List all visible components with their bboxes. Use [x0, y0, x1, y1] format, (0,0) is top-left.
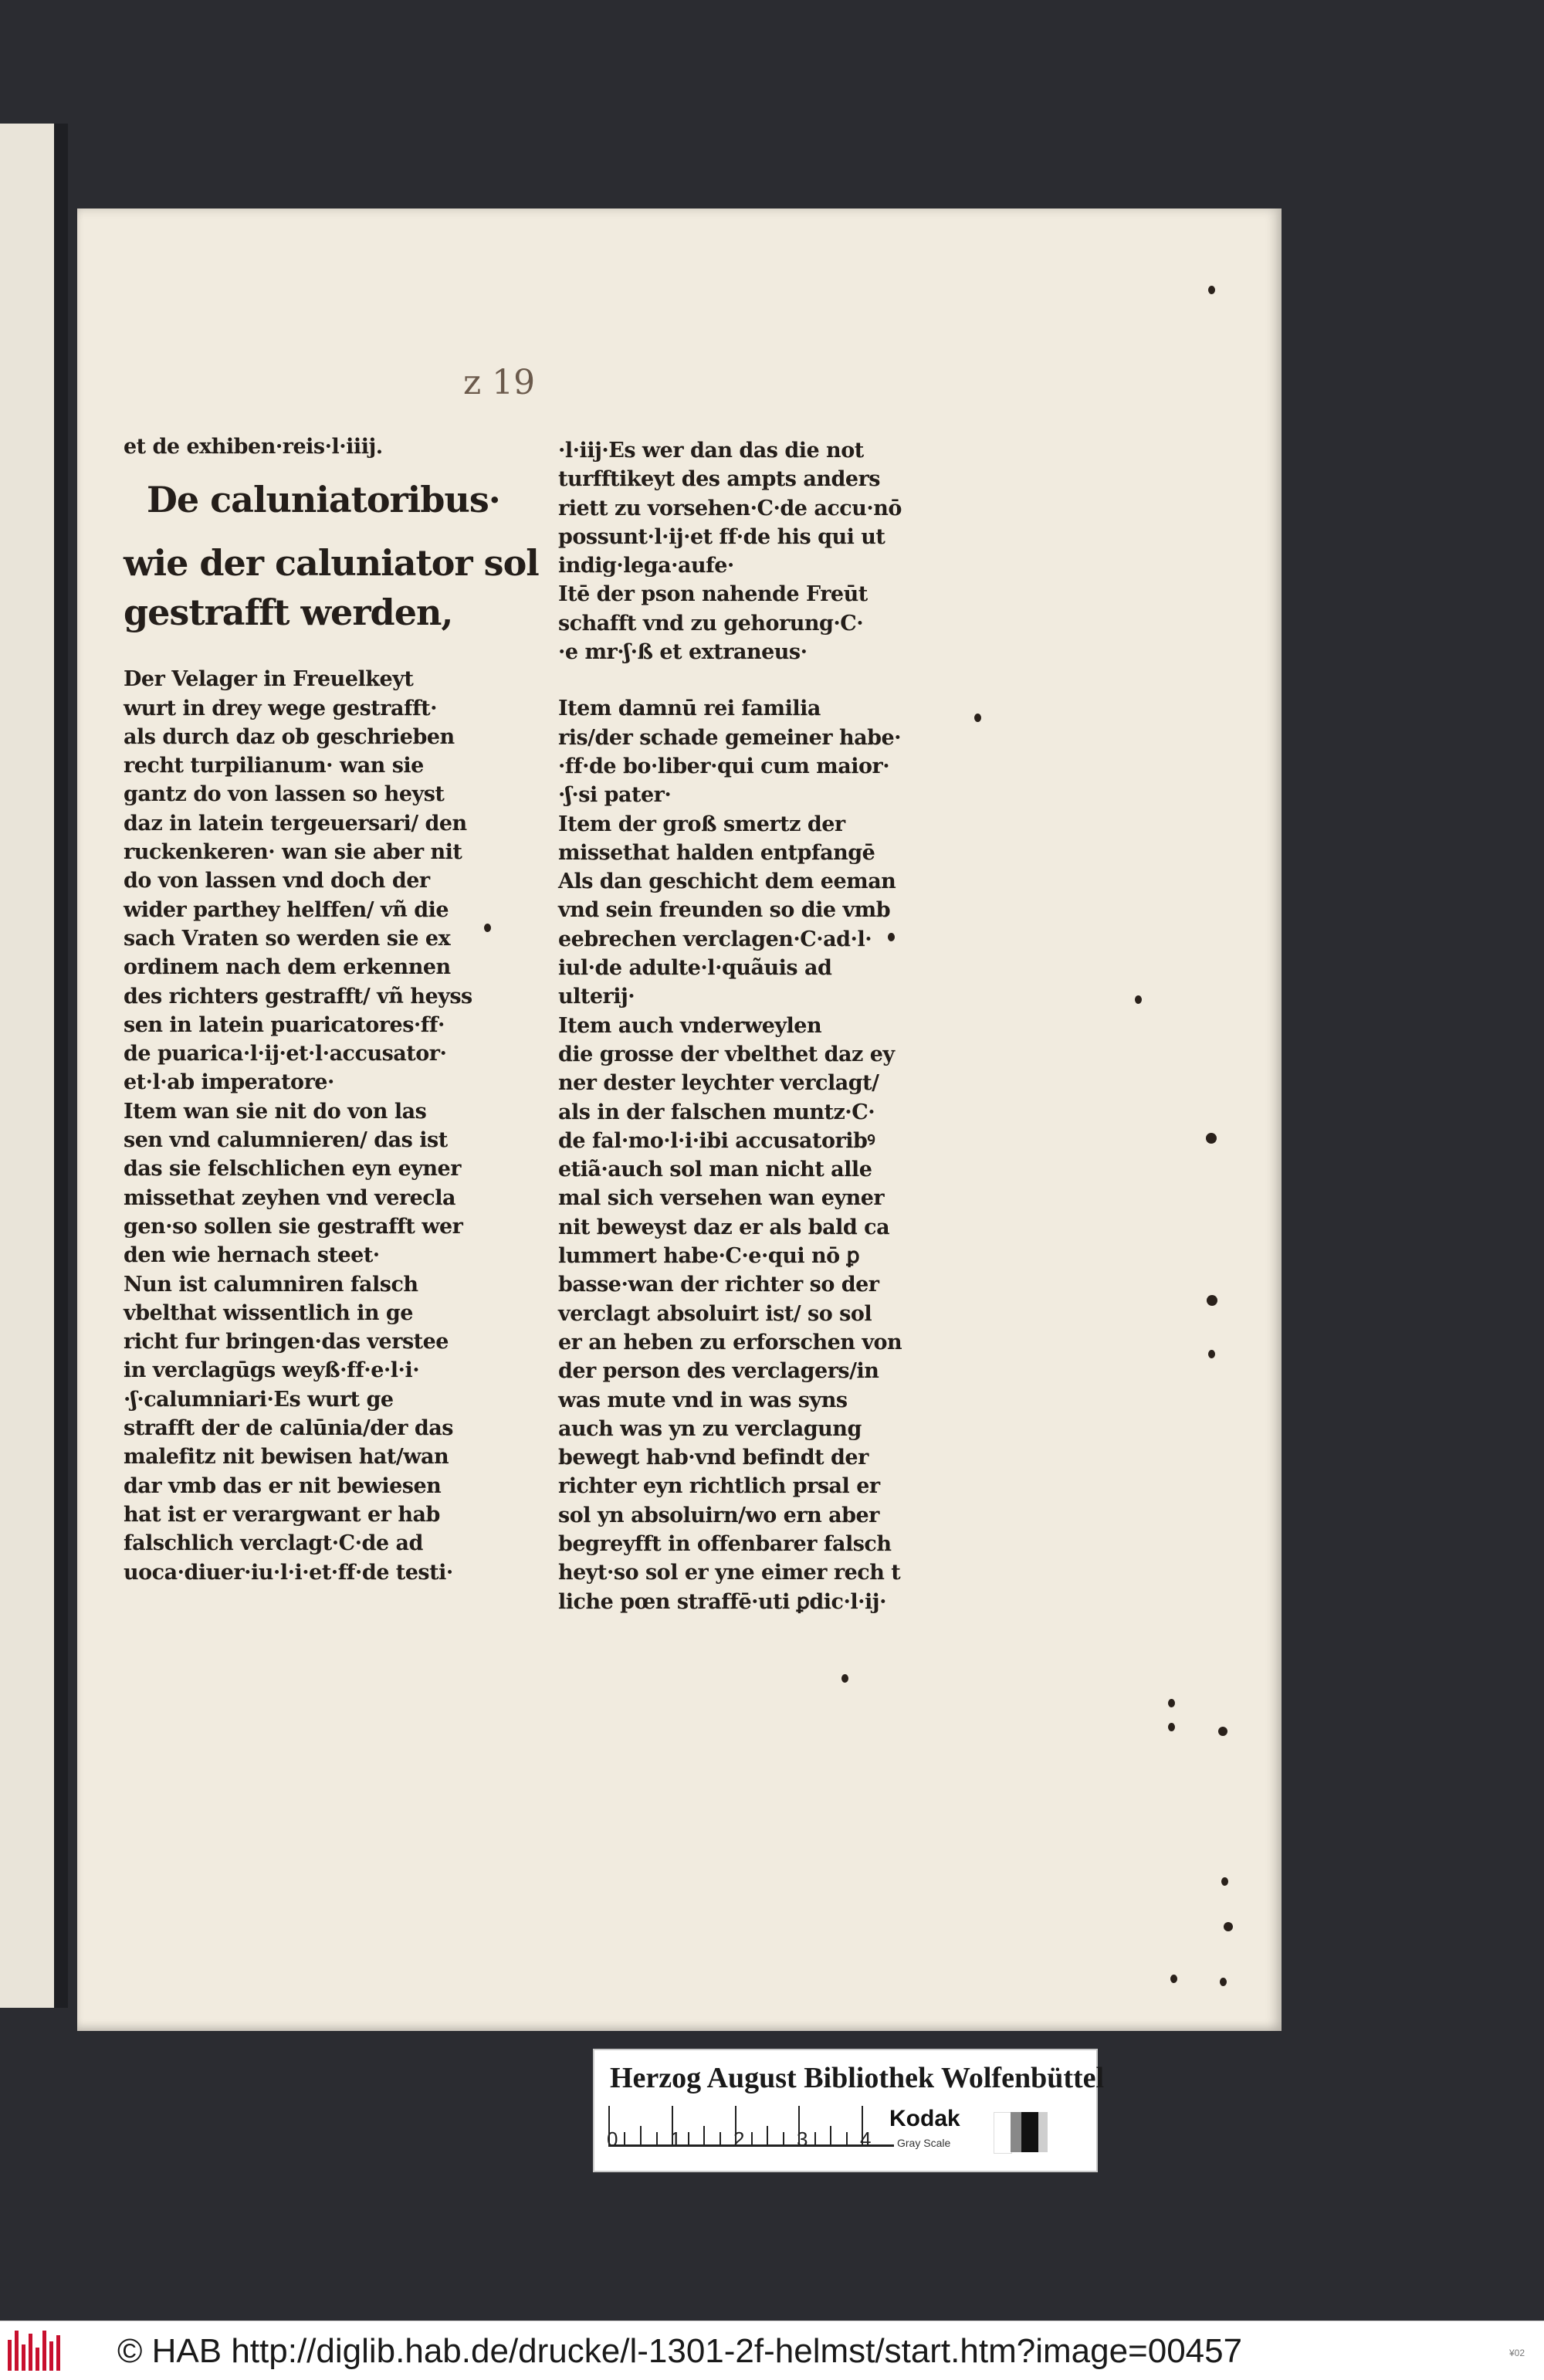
text-line: missethat halden entpfangē — [558, 840, 875, 865]
gray-scale-label: Gray Scale — [897, 2137, 951, 2149]
rubric-heading: wie der caluniator sol — [124, 542, 539, 585]
text-line: hat ist er verargwant er hab — [124, 1502, 440, 1527]
ruler-scale — [608, 2106, 894, 2147]
text-line: ·ʃ·si pater· — [558, 783, 672, 808]
text-line: begreyfft in offenbarer falsch — [558, 1531, 892, 1556]
text-line: ner dester leychter verclagt/ — [558, 1071, 879, 1096]
text-line: auch was yn zu verclagung — [558, 1416, 862, 1441]
text-line: sach Vraten so werden sie ex — [124, 926, 451, 951]
page-spot — [1220, 1978, 1227, 1986]
text-line: Item auch vnderweylen — [558, 1013, 822, 1038]
text-line: er an heben zu erforschen von — [558, 1330, 902, 1354]
hab-logo-icon — [8, 2331, 63, 2371]
scale-number: 1 — [670, 2127, 682, 2151]
text-line: vbelthat wissentlich in ge — [124, 1300, 413, 1325]
rubric-heading: gestrafft werden, — [124, 592, 453, 634]
text-line: wurt in drey wege gestrafft· — [124, 696, 438, 720]
text-line: richter eyn richtlich prsal er — [558, 1474, 880, 1499]
text-line: gen·so sollen sie gestrafft wer — [124, 1214, 463, 1239]
page-spot — [1168, 1723, 1175, 1731]
text-line: Itē der pson nahende Freūt — [558, 582, 868, 607]
text-line: eebrechen verclagen·C·ad·l· — [558, 927, 872, 951]
page-spot — [1168, 1699, 1175, 1707]
text-line: ris/der schade gemeiner habe· — [558, 725, 902, 750]
text-line: des richters gestrafft/ vñ heyss — [124, 984, 472, 1009]
text-line: bewegt hab·vnd befindt der — [558, 1446, 868, 1470]
text-line: in verclagūgs weyß·ff·e·l·i· — [124, 1358, 420, 1383]
text-line: wider parthey helffen/ vñ die — [124, 897, 449, 922]
text-line: Item wan sie nit do von las — [124, 1099, 427, 1124]
page-spot — [1135, 995, 1142, 1004]
footer-bar — [0, 2321, 1544, 2380]
text-line: de puarica·l·ij·et·l·accusator· — [124, 1042, 447, 1066]
text-line: den wie hernach steet· — [124, 1243, 380, 1268]
left-top-line: et de exhiben·reis·l·iiij. — [124, 435, 383, 459]
text-line: die grosse der vbelthet daz ey — [558, 1042, 895, 1066]
text-line: recht turpilianum· wan sie — [124, 754, 424, 778]
folio-annotation: z 19 — [463, 363, 536, 402]
text-line: et·l·ab imperatore· — [124, 1070, 334, 1095]
footer-url[interactable]: © HAB http://diglib.hab.de/drucke/l-1301-2f-helmst/start.htm?image=00457 — [117, 2332, 1243, 2370]
left-paragraph — [124, 665, 486, 1587]
gray-swatch — [1011, 2112, 1021, 2152]
text-line: gantz do von lassen so heyst — [124, 782, 445, 807]
page-spot — [1208, 286, 1215, 294]
text-line: Nun ist calumniren falsch — [124, 1272, 418, 1297]
text-line: indig·lega·aufe· — [558, 554, 734, 578]
page-spot — [1207, 1295, 1217, 1306]
text-line: sol yn absoluirn/wo ern aber — [558, 1503, 879, 1527]
text-line: falschlich verclagt·C·de ad — [124, 1531, 423, 1556]
text-line: richt fur bringen·das verstee — [124, 1330, 449, 1354]
page-spot — [888, 933, 895, 941]
page-spot — [1224, 1922, 1233, 1931]
text-line: iul·de adulte·l·quãuis ad — [558, 956, 832, 981]
rubric-heading: De caluniatoribus· — [147, 479, 500, 521]
page-spot — [1206, 1133, 1217, 1144]
text-line: ·ʃ·calumniari·Es wurt ge — [124, 1387, 394, 1412]
text-line: Als dan geschicht dem eeman — [558, 870, 896, 894]
gray-swatch — [1038, 2112, 1048, 2152]
text-line: ordinem nach dem erkennen — [124, 955, 451, 980]
text-line: verclagt absoluirt ist/ so sol — [558, 1301, 872, 1326]
text-line: ruckenkeren· wan sie aber nit — [124, 840, 462, 865]
scale-number: 2 — [733, 2127, 745, 2151]
scale-number: 0 — [607, 2127, 618, 2151]
right-text-column — [558, 436, 921, 1616]
text-line: was mute vnd in was syns — [558, 1388, 848, 1412]
text-line: de fal·mo·l·i·ibi accusatoribꝰ — [558, 1128, 875, 1153]
color-calibration-card — [593, 2049, 1105, 2172]
adjacent-page-edge — [0, 124, 54, 2008]
page-spot — [1208, 1350, 1215, 1358]
page-spot — [1221, 1877, 1228, 1886]
gray-swatch — [1021, 2112, 1038, 2152]
text-line: Item der groß smertz der — [558, 812, 845, 836]
gray-swatch — [994, 2112, 1012, 2154]
text-line: turfftikeyt des ampts anders — [558, 467, 881, 492]
page-spot — [974, 714, 981, 722]
text-line: ·ff·de bo·liber·qui cum maior· — [558, 754, 890, 778]
kodak-brand: Kodak — [889, 2106, 960, 2131]
page-spot — [1170, 1975, 1177, 1983]
text-line: liche pœn straffē·uti ꝑdic·l·ij· — [558, 1589, 886, 1614]
text-line: ·l·iij·Es wer dan das die not — [558, 439, 864, 463]
scale-number: 3 — [797, 2127, 808, 2151]
right-paragraph-main — [558, 694, 921, 1616]
text-line: ulterij· — [558, 985, 635, 1009]
text-line: do von lassen vnd doch der — [124, 869, 430, 893]
page-spot — [841, 1674, 848, 1683]
text-line: missethat zeyhen vnd verecla — [124, 1185, 455, 1210]
text-line: riett zu vorsehen·C·de accu·nō — [558, 496, 902, 520]
text-line: basse·wan der richter so der — [558, 1273, 879, 1297]
text-line: vnd sein freunden so die vmb — [558, 898, 891, 923]
card-title: Herzog August Bibliothek Wolfenbüttel — [610, 2062, 1105, 2094]
text-line: als in der falschen muntz·C· — [558, 1100, 875, 1124]
text-line: Item damnū rei familia — [558, 697, 821, 721]
footer-mark: ¥02 — [1509, 2348, 1525, 2358]
binding-shadow — [54, 124, 68, 2008]
text-line: sen vnd calumnieren/ das ist — [124, 1128, 448, 1153]
left-text-column — [124, 432, 539, 1587]
text-line: strafft der de calūnia/der das — [124, 1416, 453, 1441]
text-line: malefitz nit bewisen hat/wan — [124, 1445, 449, 1470]
text-line: possunt·l·ij·et ff·de his qui ut — [558, 524, 885, 549]
text-line: uoca·diuer·iu·l·i·et·ff·de testi· — [124, 1560, 453, 1585]
text-line: schafft vnd zu gehorung·C· — [558, 611, 864, 636]
text-line: lummert habe·C·e·qui nō ꝑ — [558, 1244, 860, 1269]
text-line: dar vmb das er nit bewiesen — [124, 1473, 442, 1498]
text-line: ·e mr·ʃ·ß et extraneus· — [558, 640, 808, 665]
page-spot — [1218, 1727, 1227, 1736]
text-line: etiã·auch sol man nicht alle — [558, 1158, 872, 1182]
right-paragraph-top — [558, 436, 921, 666]
text-line: der person des verclagers/in — [558, 1359, 879, 1384]
text-line: nit beweyst daz er als bald ca — [558, 1215, 890, 1239]
text-line: als durch daz ob geschrieben — [124, 724, 455, 749]
text-line: sen in latein puaricatores·ff· — [124, 1012, 445, 1037]
text-line: das sie felschlichen eyn eyner — [124, 1157, 461, 1182]
text-line: daz in latein tergeuersari/ den — [124, 811, 467, 836]
text-line: mal sich versehen wan eyner — [558, 1186, 885, 1211]
text-line: heyt·so sol er yne eimer rech t — [558, 1561, 901, 1585]
scale-number: 4 — [860, 2127, 872, 2151]
text-line: Der Velager in Freuelkeyt — [124, 667, 414, 692]
page-spot — [484, 924, 491, 932]
